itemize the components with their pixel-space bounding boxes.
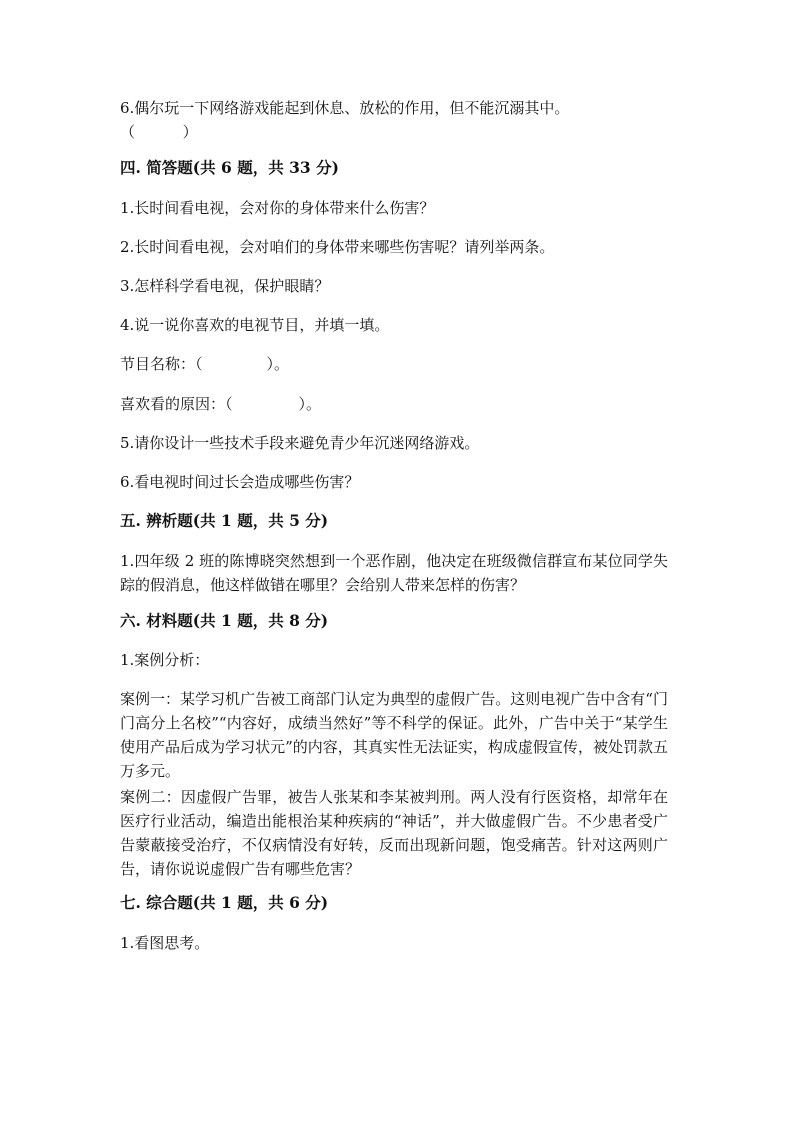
section-6-heading: 六. 材料题(共 1 题，共 8 分) xyxy=(120,611,329,630)
section-4-question-3: 3.怎样科学看电视，保护眼睛？ xyxy=(120,277,330,295)
reason-line xyxy=(120,392,668,416)
section-4-question-4: 4.说一说你喜欢的电视节目，并填一填。 xyxy=(120,316,390,334)
section-6-question-1: 1.案例分析： xyxy=(120,651,210,669)
tf-question-6-text: 6.偶尔玩一下网络游戏能起到休息、放松的作用，但不能沉溺其中。 xyxy=(120,99,570,117)
tf-question-6-answer-blank: （ ） xyxy=(120,123,198,141)
section-4-question-5: 5.请你设计一些技术手段来避免青少年沉迷网络游戏。 xyxy=(120,434,480,452)
section-4-question-6: 6.看电视时间过长会造成哪些伤害？ xyxy=(120,473,360,491)
section-7-question-1: 1.看图思考。 xyxy=(120,934,210,952)
program-name-label: 节目名称：（ xyxy=(120,355,203,373)
program-name-line xyxy=(120,352,668,376)
section-5-question-1: 1.四年级 2 班的陈博晓突然想到一个恶作剧，他决定在班级微信群宣布某位同学失踪的假消息，他这样做错在哪里？会给别人带来怎样的伤害？ xyxy=(120,552,668,594)
reason-end: ）。 xyxy=(298,395,322,413)
case-2-text: 案例二：因虚假广告罪，被告人张某和李某被判刑。两人没有行医资格，却常年在医疗行业活动，编造出能根治某种疾病的“神话”，并大做虚假广告。不少患者受广告蒙蔽接受治疗，不仅病情没有好转，反而出现新问题，饱受痛苦。针对这两则广告，请你说说虚假广告有哪些危害？ xyxy=(120,788,668,878)
program-name-end: ）。 xyxy=(266,355,290,373)
case-1-text: 案例一：某学习机广告被工商部门认定为典型的虚假广告。这则电视广告中含有“门门高分上名校”“内容好，成绩当然好”等不科学的保证。此外，广告中关于“某学生使用产品后成为学习状元”的内容，其真实性无法证实，构成虚假宣传，被处罚款五万多元。 xyxy=(120,690,668,780)
section-4-question-2: 2.长时间看电视，会对咱们的身体带来哪些伤害呢？请列举两条。 xyxy=(120,238,555,256)
tf-question-6 xyxy=(120,96,668,144)
section-5-heading: 五. 辨析题(共 1 题，共 5 分) xyxy=(120,511,329,530)
section-7-heading: 七. 综合题(共 1 题，共 6 分) xyxy=(120,893,329,912)
section-4-question-1: 1.长时间看电视，会对你的身体带来什么伤害？ xyxy=(120,199,435,217)
reason-label: 喜欢看的原因：（ xyxy=(120,395,233,413)
section-4-heading: 四. 简答题(共 6 题，共 33 分) xyxy=(120,158,339,177)
